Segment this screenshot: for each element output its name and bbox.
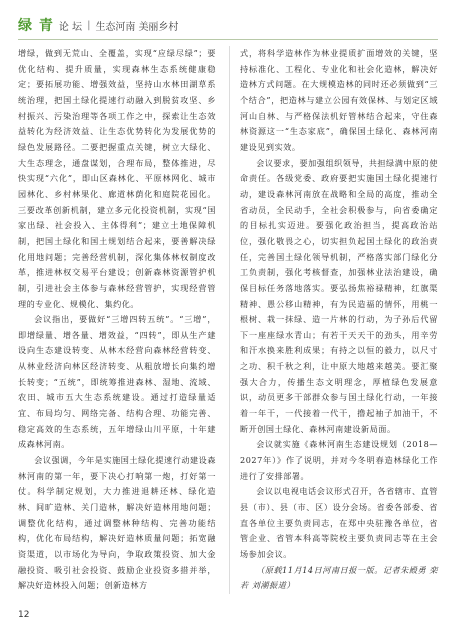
column-subtitle: 美丽乡村 — [138, 21, 179, 33]
paragraph: 会议强调，今年是实施国土绿化提速行动建设森林河南的第一年，要下决心打响第一炮，打好第一仗。科学制定规划，大力推进退耕还林、绿化造林、间旷造林、关门造林，解决好造林用地问题；调整优化结构，通过调整林种结构、完善功能结构，优化布局结构，解决好造林质量问题；拓宽融资渠道，以市场化为导向，争取政策投资、加大金融投资、吸引社会投资、鼓励企业投资多措并举，解决好造林投入问题；创新造林方 — [18, 455, 216, 591]
left-text-column — [18, 46, 216, 594]
paragraph: 增绿，做到无荒山、全覆盖，实现“应绿尽绿”；要优化结构、提升质量，实现森林生态系统健康稳定；要拓展功能、增强效益，坚持山水林田湖草系统治理，把国土绿化提速行动融入到脱贫攻坚、乡村振兴、污染治理等各项工作之中，探索让生态效益转化为经济效益、让生态优势转化为发展优势的绿色发展路径。二要把握重点关键，树立大绿化、大生态理念，通盘谋划，合理布局，整体推进，尽快实现“六化”，即山区森林化、平原林网化、城市园林化、乡村林果化、廊道林荫化和庭院花园化。三要改革创新机制，建立多元化投资机制，实现“国家出绿、社会投入、主体得利”；建立土地保障机制，把国土绿化和国土规划结合起来，要善解决绿化用地问题；完善经营机制，深化集体林权制度改革，推进林权交易平台建设；创新森林资源管护机制，引进社会主体参与森林经营管护，实现经营管理的专业化、规模化、集约化。 — [18, 48, 216, 309]
paragraph: 会议以电视电话会议形式召开，各省辖市、直管县（市）、县（市、区）设分会场。省委各部委、省直各单位主要负责同志，在郑中央驻豫各单位，省管企业、省管本科高等院校主要负责同志等在主会场参加会议。 — [240, 486, 438, 559]
page-header — [18, 14, 438, 36]
column-divider — [229, 46, 230, 594]
paragraph: 会议指出，要做好“三增四转五统”。“三增”，即增绿量、增各量、增效益，“四转”，即从生产建设向生态建设转变、从林木经营向森林经营转变、从林业经济向林区经济转变、从粗放增长向集约增长转变；“五统”，即统筹推进森林、湿地、流域、农田、城市五大生态系统建设。通过打造绿量适宜、布局均匀、网络完备、结构合理、功能完善、稳定高效的生态系统，五年增绿山川平原，十年建成森林河南。 — [18, 314, 216, 450]
magazine-logo: 绿 青 — [18, 18, 54, 34]
header-separator: | — [87, 19, 91, 31]
header-rule — [18, 39, 438, 40]
paragraph: 式，将科学造林作为林业提质扩面增效的关键，坚持标准化、工程化、专业化和社会化造林，解决好造林方式问题。在大规模造林的同时还必须做到“三个结合”，把造林与建立公园有效保林、与划定区域河山自林、与严格保法机好管林结合起来，守住森林资源这一“生态家底”，确保国土绿化、森林河南建设见到实效。 — [240, 48, 438, 152]
right-text-column — [240, 46, 438, 594]
page-number: 12 — [18, 610, 30, 620]
column-name: 生态河南 — [95, 21, 136, 33]
article-source: （原载11月14日河南日报一版。记者朱殿勇 栾若 刘潮振道） — [240, 564, 438, 591]
section-label: 论 坛 — [58, 21, 83, 33]
paragraph: 会议就实施《森林河南生态建设规划（2018—2027年）》作了说明，并对今冬明春造林绿化工作进行了安排部署。 — [240, 439, 438, 481]
paragraph: 会议要求，要加强组织领导，共担绿满中原的使命责任。各级党委、政府要把实施国土绿化提速行动，建设森林河南放在战略和全局的高度，推动全省动员，全民动手，全社会积极参与，向省委确定的目标扎实迈进。要强化政治担当，提高政治站位，强化敬畏之心，切实担负起国土绿化的政治责任，完善国土绿化领导机制，严格落实部门绿化分工负责制，强化考核督查，加强林业法治建设，确保目标任务落地落实。要弘扬焦裕禄精神，红旗渠精神、愚公移山精神，有为民造福的情怀，用桃一根树、栽一抹绿、造一片林的行动，为子孙后代留下一座座绿水青山；有若干天天干的劲头，用辛劳和汗水换来胜利成果；有持之以恒的毅力，以尺寸之功、积千秋之利，让中原大地越来越美。要汇聚强大合力，传播生态文明理念，厚植绿色发展意识，动员更多干部群众参与国土绿化行动，一年接着一年干，一代接着一代干，撸起袖子加油干，不断开创国土绿化、森林河南建设新局面。 — [240, 157, 438, 434]
